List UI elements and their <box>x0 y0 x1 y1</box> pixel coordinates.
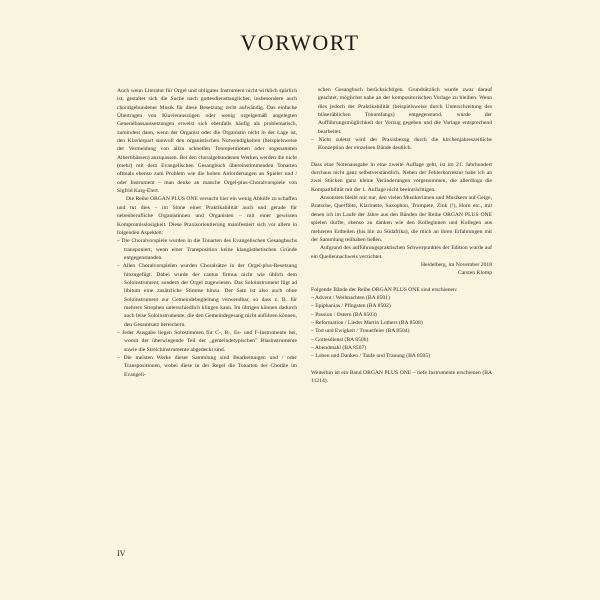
right-paragraph: Ansonsten bleibt mir nur, den vielen Musikerinnen und Musikern auf Geige, Bratsche, Querflöte, Klarinette, Saxophon, Trompete, Zink (!), Horn etc., mit denen ich im Laufe der Jahre aus den Bänden der Reihe ORGAN PLUS ONE spielen durfte, ebenso zu danken wie den Kolleginnen und Kollegen aus mehreren Erdteilen (bis hin zu Südafrika), die mich an ihren Erfahrungen mit der Sammlung teilhaben ließen. <box>311 195 492 243</box>
right-paragraph: Aufgrund des aufführungspraktischen Schwerpunktes der Edition wurde auf ein Quellennachweis verzichtet. <box>311 245 492 260</box>
left-paragraph: – Jeder Ausgabe liegen Solostimmen für C-, B-, Es- und F-Instrumente bei, womit der überwiegende Teil der „gemeindetypischen" Blasinstrumente sowie die Streichinstrumente abgedeckt sind. <box>117 329 297 353</box>
volume-list-item: – Advent / Weihnachten (BA 8501) <box>311 294 390 301</box>
spacer <box>311 278 492 286</box>
page-number: IV <box>117 549 126 558</box>
volume-list-item: – Loben und Danken / Taufe und Trauung (BA 8505) <box>311 353 430 360</box>
volume-list-item: – Tod und Ewigkeit / Trauerfeier (BA 8504) <box>311 328 410 335</box>
right-paragraph: – Nicht zuletzt wird der Praxisbezug durch die kirchenjahreszeitliche Konzeption der einzelnen Bände deutlich. <box>311 137 492 152</box>
left-paragraph: Die Reihe ORGAN PLUS ONE versucht hier ein wenig Abhilfe zu schaffen und tut dies – im Sinne einer Praktikabilität auch und gerade für nebenberufliche Organistinnen und Organisten – mit einer gewissen Kompromisslosigkeit. Diese Praxisorientierung manifestiert sich vor allem in folgenden Aspekten: <box>117 196 297 236</box>
right-column <box>311 86 492 385</box>
volume-list-item: – Gottesdienst (BA 8506) <box>311 336 369 343</box>
volume-list-item: – Reformation / Lieder Martin Luthers (BA 8508) <box>311 319 423 326</box>
volume-list-item: – Epiphanias / Pfingsten (BA 8502) <box>311 303 391 310</box>
signature-line: Heidelberg, im November 2018 <box>420 261 492 268</box>
spacer <box>311 361 492 369</box>
volume-list-item: – Passion / Ostern (BA 8503) <box>311 311 377 318</box>
left-column <box>117 87 297 379</box>
left-paragraph: – Die Choralvorspiele wurden in die Tonarten des Evangelischen Gesangbuchs transponiert, wenn einer Transposition keine klangästhetischen Gründe entgegenstanden. <box>117 238 297 261</box>
signature-line: Carsten Klomp <box>457 270 492 277</box>
page-title: VORWORT <box>240 30 360 55</box>
left-paragraph: – Die meisten Werke dieser Sammlung sind Bearbeitungen und / oder Transpositionen, wobei diese in der Regel die Tonarten der Choräle im Evangeli- <box>117 355 297 378</box>
right-paragraph: Folgende Bände der Reihe ORGAN PLUS ONE sind erschienen: <box>311 286 458 293</box>
right-paragraph: Weiterhin ist ein Band ORGAN PLUS ONE – tiefe Instrumente erschienen (BA 11214). <box>311 369 492 384</box>
left-paragraph: – Allen Choralvorspielen wurden Choralsätze in der Orgel-plus-Besetzung hinzugefügt. Dabei wurde der cantus firmus nicht wie üblich dem Soloinstrument, sondern der Orgel zugewiesen. Das Soloinstrument fügt ad libitum eine zusätzliche Stimme hinzu. Der Satz ist also auch ohne Soloinstrument zur Gemeindebegleitung verwendbar, so dass z. B. für mehrere Strophen unterschiedlich klingen kann. Im übrigen können dadurch auch leise Soloinstrumente, die den Gemeindegesang nicht anführen können, den Gesamtsatz bereichern. <box>117 263 297 328</box>
volume-list-item: – Abendmahl (BA 8507) <box>311 344 367 351</box>
right-paragraph: Dass eine Notenausgabe in eine zweite Auflage geht, ist im 21. Jahrhundert durchaus nicht ganz selbstverständlich. Neben der Fehlerkorrektur habe ich an zwei Stücken ganz kleine Veränderungen vorgenommen, die allerdings die Kompatibilität mit der 1. Auflage nicht beeinträchtigen. <box>311 161 492 193</box>
right-paragraph: schen Gesangbuch berücksichtigen. Grundsätzlich wurde zwar darauf geachtet, möglichst nahe an der kompositorischen Vorlage zu bleiben. Wenn dies jedoch der Praktikabilität (beispielsweise durch Unterschreitung des bläserüblichen Tonumfangs) entgegenstand, wurde der Aufführungsmöglichkeit der Vorzug gegeben und die Vorlage entsprechend bearbeitet. <box>318 87 492 135</box>
left-paragraph: Auch wenn Literatur für Orgel und obligates Instrument nicht wirklich spärlich ist, gestaltet sich die Suche nach gottesdiensttauglicher, insbesondere auch choralgebundener Musik für diese Besetzung recht aufwändig. Das einfache Übertragen von Klavierauszügen oder wenig orgelgemäß angelegten Generalbassaussetzungen erweist sich ebenfalls häufig als problematisch, zumindest dann, wenn der Organist oder die Organistin nicht in der Lage ist, den Klavierpart sinnvoll den organistischen Notwendigkeiten (beispielsweise der Vermeidung von allzu schnellen Tonrepetitionen oder sogenannten Albertibässen) anzupassen. Bei den choralgebundenen Werken werden die nicht (mehr) mit dem Evangelischen Gesangbuch übereinstimmenden Tonarten oftmals ebenso zum Problem wie die hohen Anforderungen an Spieler und / oder Instrument – man denke an manche Orgel-plus-Choralvorspiele von Sigfrid Karg-Elert. <box>117 88 297 195</box>
spacer <box>311 153 492 161</box>
